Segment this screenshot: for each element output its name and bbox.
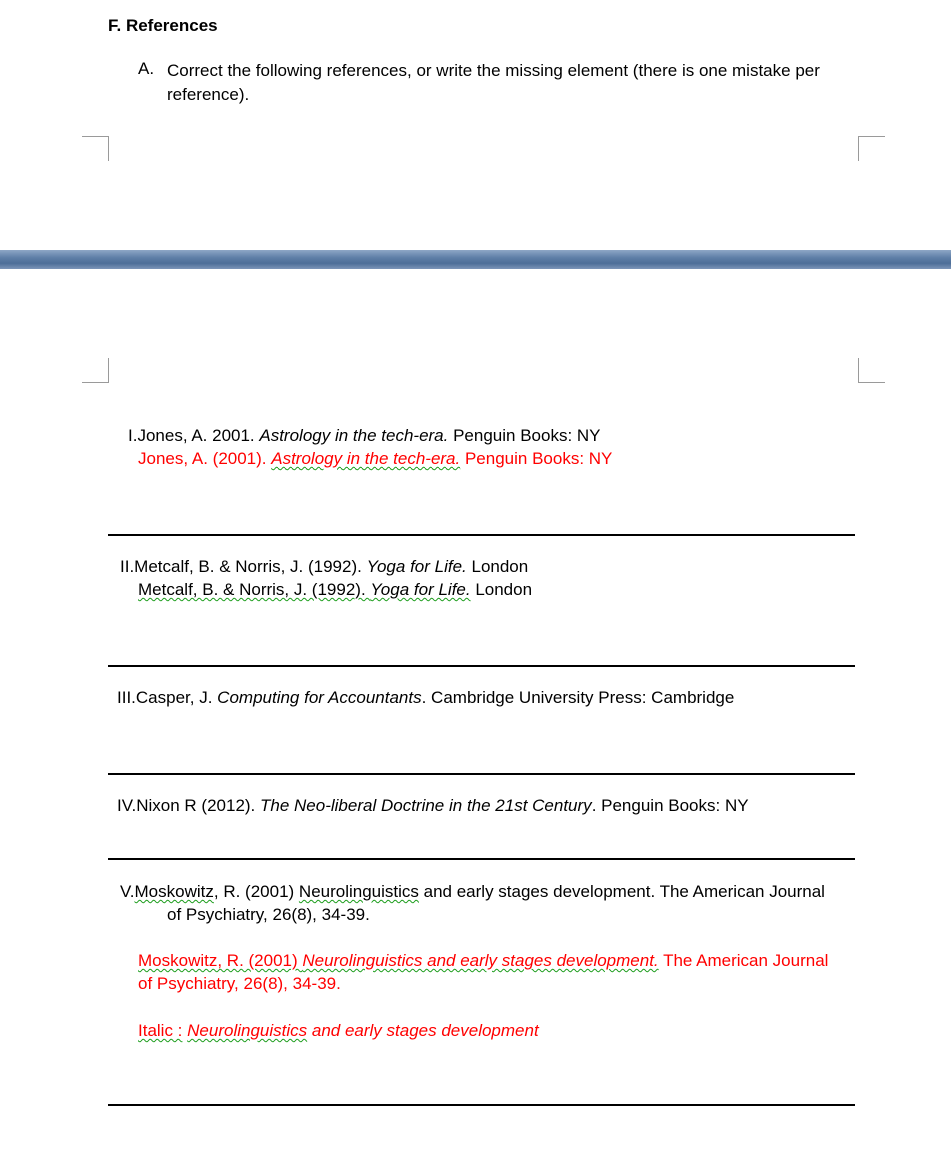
author-year: Jones, A. (2001). (138, 449, 272, 468)
reference-number: I. (128, 426, 138, 445)
reference-2-correction (138, 579, 532, 601)
article-title: Neurolinguistics and early stages development. (302, 951, 659, 970)
reference-1-correction (138, 448, 612, 470)
book-title: Astrology in the tech-era. (259, 426, 449, 445)
instruction-marker: A. (138, 59, 155, 78)
page-corner-mark (858, 136, 885, 161)
book-title: Computing for Accountants (217, 688, 422, 707)
author-year: Metcalf, B. & Norris, J. (1992). (138, 580, 371, 599)
page-corner-mark (858, 358, 885, 383)
reference-number: V. (120, 882, 135, 901)
author-year: Jones, A. 2001. (137, 426, 260, 445)
note-title-rest: and early stages development (307, 1021, 539, 1040)
book-title: Astrology in the tech-era. (271, 449, 461, 468)
answer-rule (108, 858, 855, 860)
reference-2-original (120, 556, 528, 578)
author-year: Metcalf, B. & Norris, J. (1992). (134, 557, 367, 576)
title-word: Neurolinguistics (298, 882, 419, 901)
page-corner-mark (82, 136, 109, 161)
author: Moskowitz (134, 882, 214, 901)
journal: The American Journal (658, 951, 829, 970)
reference-5-original-line-1 (120, 881, 825, 903)
instruction-text: Correct the following references, or write the missing element (there is one mistake per reference). (167, 61, 820, 104)
answer-rule (108, 1104, 855, 1106)
initial-year: , R. (2001) (213, 882, 299, 901)
reference-number: IV. (117, 796, 137, 815)
note-title-word: Neurolinguistics (187, 1021, 308, 1040)
reference-5-original-line-2: of Psychiatry, 26(8), 34-39. (167, 905, 370, 924)
publisher: . Penguin Books: NY (591, 796, 749, 815)
reference-number: III. (117, 688, 136, 707)
publisher: London (470, 580, 533, 599)
reference-5-correction-line-1 (138, 950, 828, 972)
answer-rule (108, 665, 855, 667)
reference-5-correction-line-2: of Psychiatry, 26(8), 34-39. (138, 974, 341, 993)
answer-rule (108, 773, 855, 775)
page-break-gap (0, 250, 951, 269)
publisher: . Cambridge University Press: Cambridge (421, 688, 735, 707)
reference-number: II. (120, 557, 135, 576)
author: Casper, J. (135, 688, 218, 707)
publisher: Penguin Books: NY (460, 449, 613, 468)
page-corner-mark (82, 358, 109, 383)
book-title: Yoga for Life. (366, 557, 467, 576)
answer-rule (108, 534, 855, 536)
reference-3-original (117, 687, 734, 709)
title-rest: and early stages development. The American Journal (418, 882, 825, 901)
reference-4-original (117, 795, 749, 817)
book-title: The Neo-liberal Doctrine in the 21st Century (260, 796, 592, 815)
author-year: Nixon R (2012). (136, 796, 261, 815)
section-heading: F. References (108, 16, 218, 35)
note-label: Italic : (138, 1021, 183, 1040)
reference-1-original (128, 425, 601, 447)
author-year: Moskowitz, R. (2001) (138, 951, 303, 970)
book-title: Yoga for Life. (370, 580, 471, 599)
italic-note (138, 1020, 539, 1042)
publisher: London (466, 557, 529, 576)
publisher: Penguin Books: NY (448, 426, 601, 445)
